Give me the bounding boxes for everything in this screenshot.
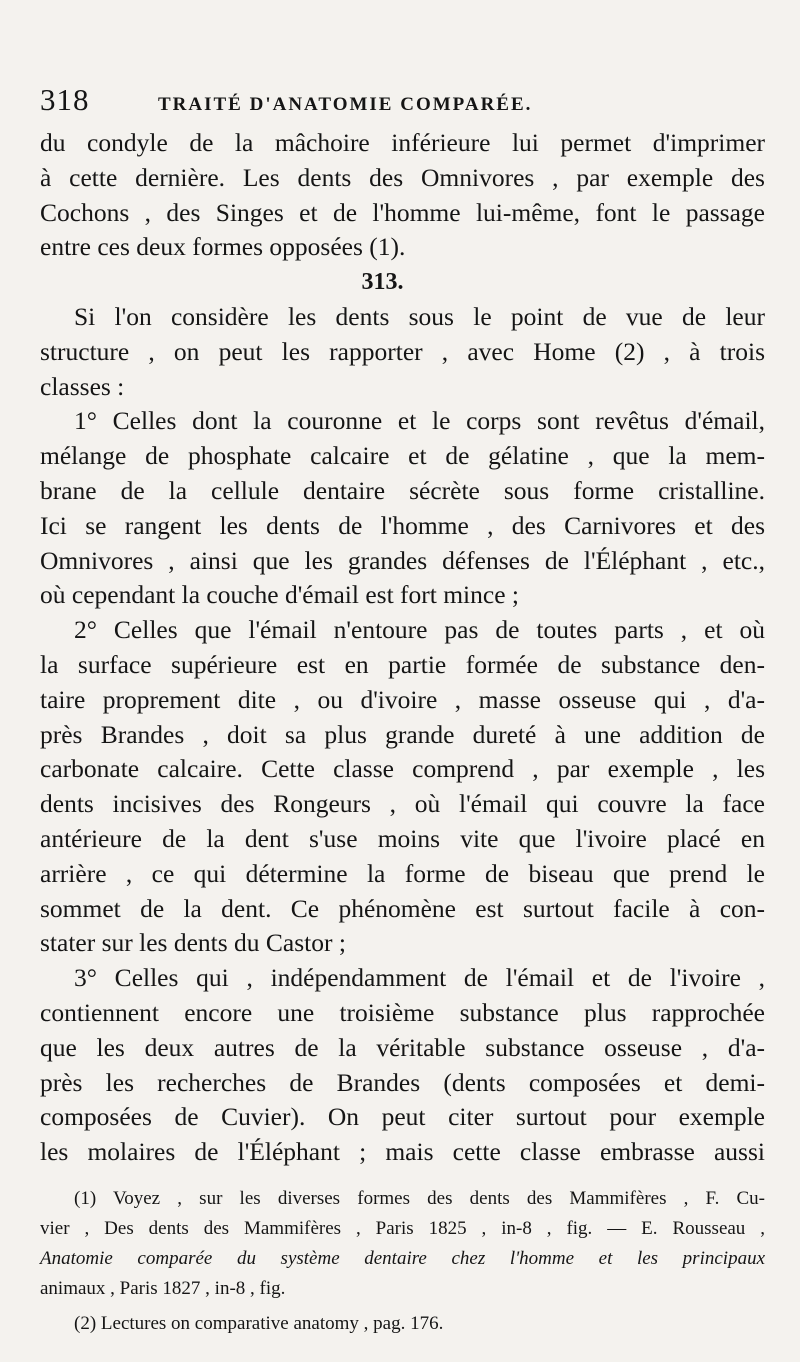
text-line: du condyle de la mâchoire inférieure lui permet d'imprimer <box>40 128 765 157</box>
page-header <box>40 82 765 124</box>
footnote-line: (1) Voyez , sur les diverses formes des dents des Mammifères , F. Cu- <box>74 1187 765 1209</box>
text-line: entre ces deux formes opposées (1). <box>40 232 406 262</box>
text-line: près les recherches de Brandes (dents composées et demi- <box>40 1067 765 1097</box>
book-page <box>40 82 765 1339</box>
text-line: que les deux autres de la véritable substance osseuse , d'a- <box>40 1032 765 1062</box>
section-number: 313. <box>361 269 404 296</box>
text-line: carbonate calcaire. Cette classe comprend , par exemple , les <box>40 754 765 784</box>
text-line: arrière , ce qui détermine la forme de biseau que prend le <box>40 858 765 888</box>
text-line: contiennent encore une troisième substance plus rapprochée <box>40 997 765 1027</box>
text-line: où cependant la couche d'émail est fort mince ; <box>40 580 519 610</box>
text-line: la surface supérieure est en partie formée de substance den- <box>40 649 765 679</box>
footnote-line: (2) Lectures on comparative anatomy , pag. 176. <box>74 1312 444 1334</box>
text-line: Ici se rangent les dents de l'homme , des Carnivores et des <box>40 510 765 540</box>
text-line: 3° Celles qui , indépendamment de l'émail et de l'ivoire , <box>74 963 765 993</box>
page-number: 318 <box>40 82 90 117</box>
text-line: taire proprement dite , ou d'ivoire , masse osseuse qui , d'a- <box>40 684 765 714</box>
text-line: composées de Cuvier). On peut citer surtout pour exemple <box>40 1102 765 1132</box>
text-line: stater sur les dents du Castor ; <box>40 928 346 958</box>
text-line: brane de la cellule dentaire sécrète sous forme cristalline. <box>40 475 765 505</box>
text-line: classes : <box>40 371 125 401</box>
text-line: dents incisives des Rongeurs , où l'émail qui couvre la face <box>40 789 765 819</box>
text-line: antérieure de la dent s'use moins vite que l'ivoire placé en <box>40 823 765 853</box>
text-line: Omnivores , ainsi que les grandes défenses de l'Éléphant , etc., <box>40 545 765 575</box>
text-line: sommet de la dent. Ce phénomène est surtout facile à con- <box>40 893 765 923</box>
text-line: près Brandes , doit sa plus grande dureté à une addition de <box>40 719 765 749</box>
text-line: Si l'on considère les dents sous le point de vue de leur <box>74 301 765 331</box>
text-line: Cochons , des Singes et de l'homme lui-même, font le passage <box>40 197 765 227</box>
text-line: 1° Celles dont la couronne et le corps sont revêtus d'émail, <box>74 406 765 436</box>
text-line: 2° Celles que l'émail n'entoure pas de toutes parts , et où <box>74 615 765 645</box>
text-line: à cette dernière. Les dents des Omnivores , par exemple des <box>40 162 765 192</box>
text-line: les molaires de l'Éléphant ; mais cette classe embrasse aussi <box>40 1137 765 1167</box>
footnote-line: vier , Des dents des Mammifères , Paris 1825 , in-8 , fig. — E. Rousseau , <box>40 1217 765 1239</box>
text-line: structure , on peut les rapporter , avec Home (2) , à trois <box>40 336 765 366</box>
footnote-line: animaux , Paris 1827 , in-8 , fig. <box>40 1277 286 1299</box>
footnote-separator <box>40 1170 765 1184</box>
footnote-line: Anatomie comparée du système dentaire chez l'homme et les principaux <box>40 1247 765 1269</box>
text-line: mélange de phosphate calcaire et de gélatine , que la mem- <box>40 441 765 471</box>
running-title: TRAITÉ D'ANATOMIE COMPARÉE. <box>158 94 533 115</box>
